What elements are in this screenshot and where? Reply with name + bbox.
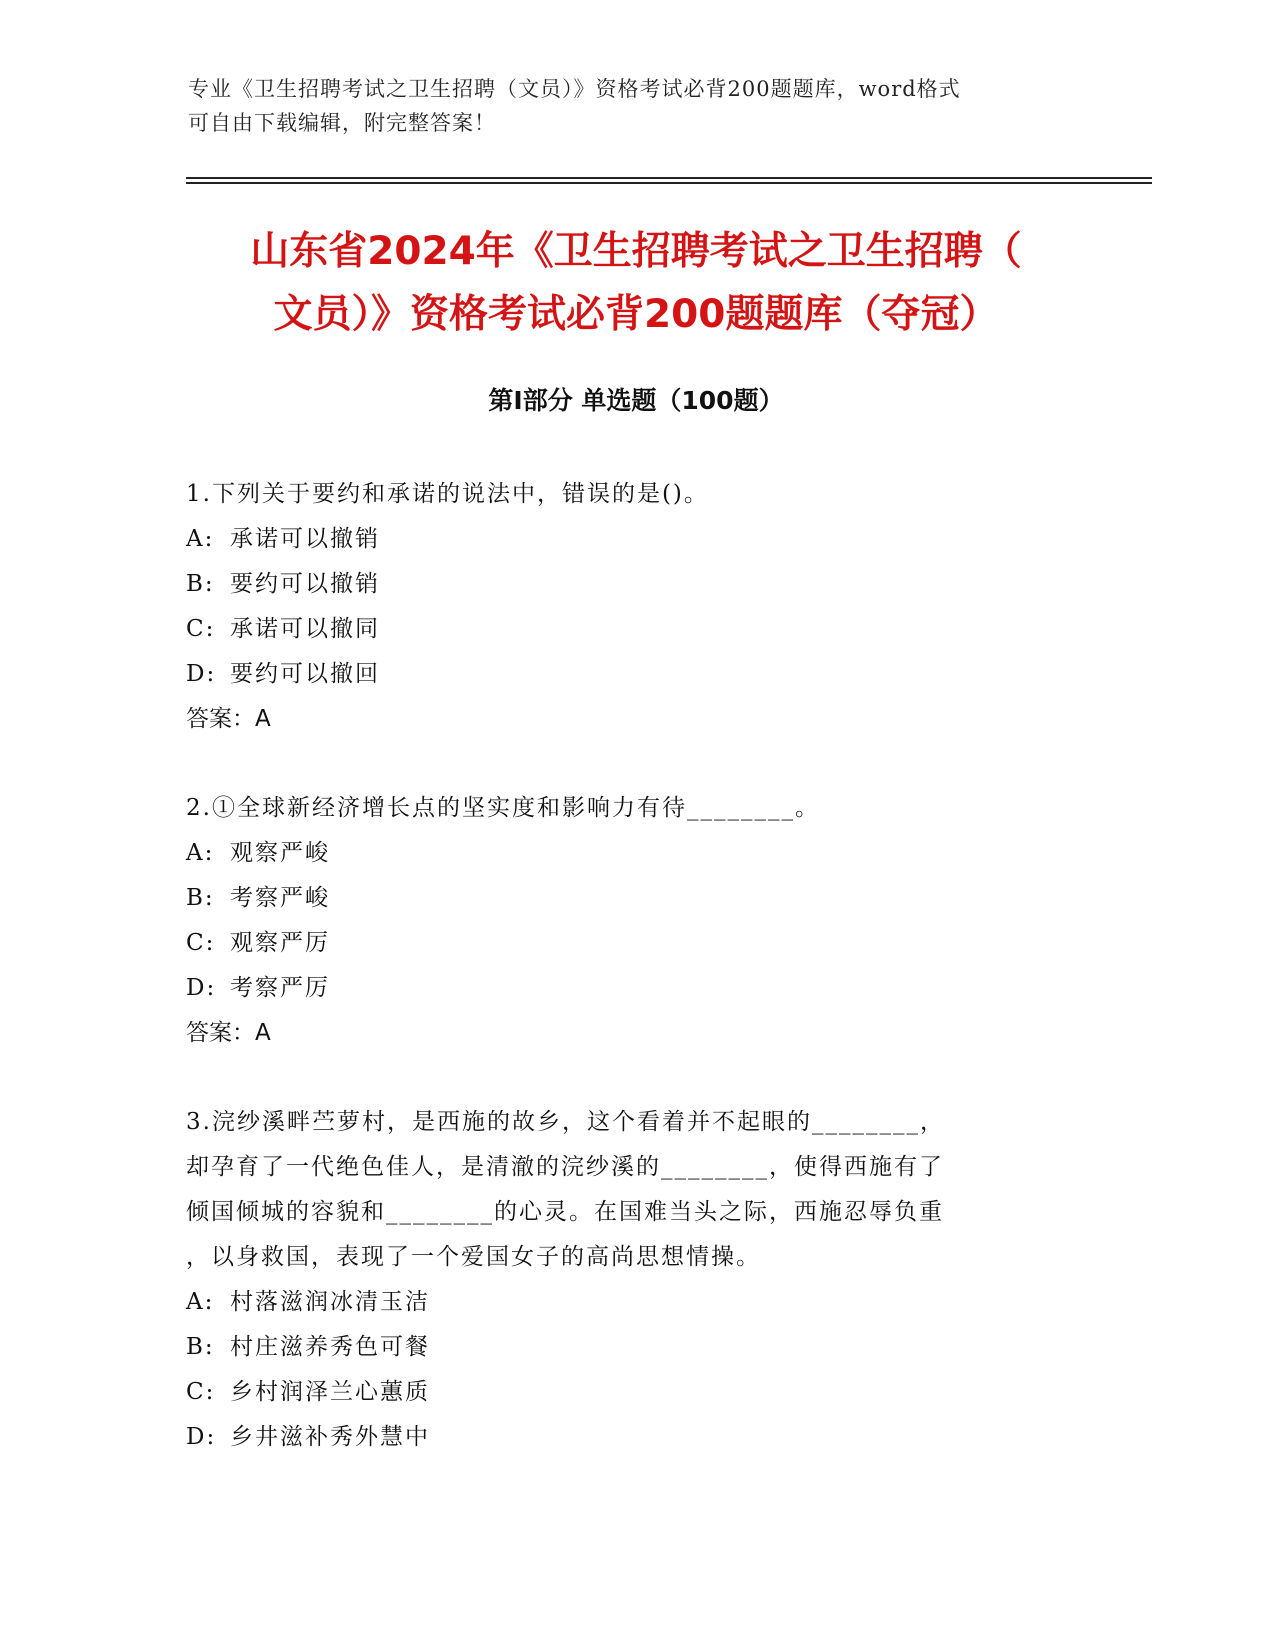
document-title-line-2: 文员）》资格考试必背200题题库（夺冠） — [273, 292, 999, 337]
option-letter: C: — [186, 616, 216, 642]
section-title: 第I部分 单选题（100题） — [488, 386, 784, 415]
option-letter: D: — [186, 1424, 217, 1450]
option-text: 承诺可以撤同 — [230, 616, 380, 642]
option-text: 乡村润泽兰心蕙质 — [230, 1379, 430, 1405]
option-d — [186, 1415, 1066, 1460]
option-letter: A: — [186, 840, 215, 866]
option-text: 村庄滋养秀色可餐 — [230, 1334, 430, 1360]
question-stem-line: ，以身救国，表现了一个爱国女子的高尚思想情操。 — [186, 1244, 761, 1270]
question-stem-line: 3.浣纱溪畔苎萝村，是西施的故乡，这个看着并不起眼的________， — [186, 1109, 945, 1135]
option-letter: D: — [186, 661, 217, 687]
option-b — [186, 562, 1066, 607]
option-a — [186, 831, 1066, 876]
option-text: 村落滋润冰清玉洁 — [230, 1289, 430, 1315]
option-letter: D: — [186, 975, 217, 1001]
header-note-line-1: 专业《卫生招聘考试之卫生招聘（文员）》资格考试必背200题题库，word格式 — [188, 77, 961, 101]
option-text: 承诺可以撤销 — [230, 526, 380, 552]
option-text: 考察严峻 — [230, 885, 330, 911]
option-letter: A: — [186, 526, 215, 552]
option-text: 观察严厉 — [230, 930, 330, 956]
question-stem-line: 却孕育了一代绝色佳人，是清澈的浣纱溪的________，使得西施有了 — [186, 1154, 944, 1180]
option-c — [186, 1370, 1066, 1415]
option-text: 考察严厉 — [230, 975, 330, 1001]
option-d — [186, 652, 1066, 697]
option-c — [186, 921, 1066, 966]
question-2 — [186, 786, 1066, 1056]
option-letter: B: — [186, 885, 215, 911]
option-d — [186, 966, 1066, 1011]
question-stem: 2.①全球新经济增长点的坚实度和影响力有待________。 — [186, 795, 820, 821]
header-rule-bottom — [186, 182, 1152, 184]
option-letter: B: — [186, 1334, 215, 1360]
option-a — [186, 517, 1066, 562]
question-stem-line: 倾国倾城的容貌和________的心灵。在国难当头之际，西施忍辱负重 — [186, 1199, 944, 1225]
option-letter: A: — [186, 1289, 215, 1315]
option-letter: B: — [186, 571, 215, 597]
answer-line: 答案：A — [186, 1020, 271, 1046]
option-text: 要约可以撤销 — [230, 571, 380, 597]
option-text: 要约可以撤回 — [230, 661, 380, 687]
option-letter: C: — [186, 930, 216, 956]
option-b — [186, 1325, 1066, 1370]
option-text: 观察严峻 — [230, 840, 330, 866]
option-b — [186, 876, 1066, 921]
answer-line: 答案：A — [186, 706, 271, 732]
header-note — [188, 72, 1088, 140]
document-title-line-1: 山东省2024年《卫生招聘考试之卫生招聘（ — [250, 229, 1022, 274]
option-c — [186, 607, 1066, 652]
question-list — [186, 472, 1066, 1504]
question-1 — [186, 472, 1066, 742]
option-text: 乡井滋补秀外慧中 — [230, 1424, 430, 1450]
header-rule-top — [186, 177, 1152, 179]
header-note-line-2: 可自由下载编辑，附完整答案！ — [188, 111, 496, 135]
option-letter: C: — [186, 1379, 216, 1405]
question-stem: 1.下列关于要约和承诺的说法中，错误的是()。 — [186, 481, 709, 507]
option-a — [186, 1280, 1066, 1325]
question-3 — [186, 1100, 1066, 1460]
document-title — [186, 220, 1086, 346]
